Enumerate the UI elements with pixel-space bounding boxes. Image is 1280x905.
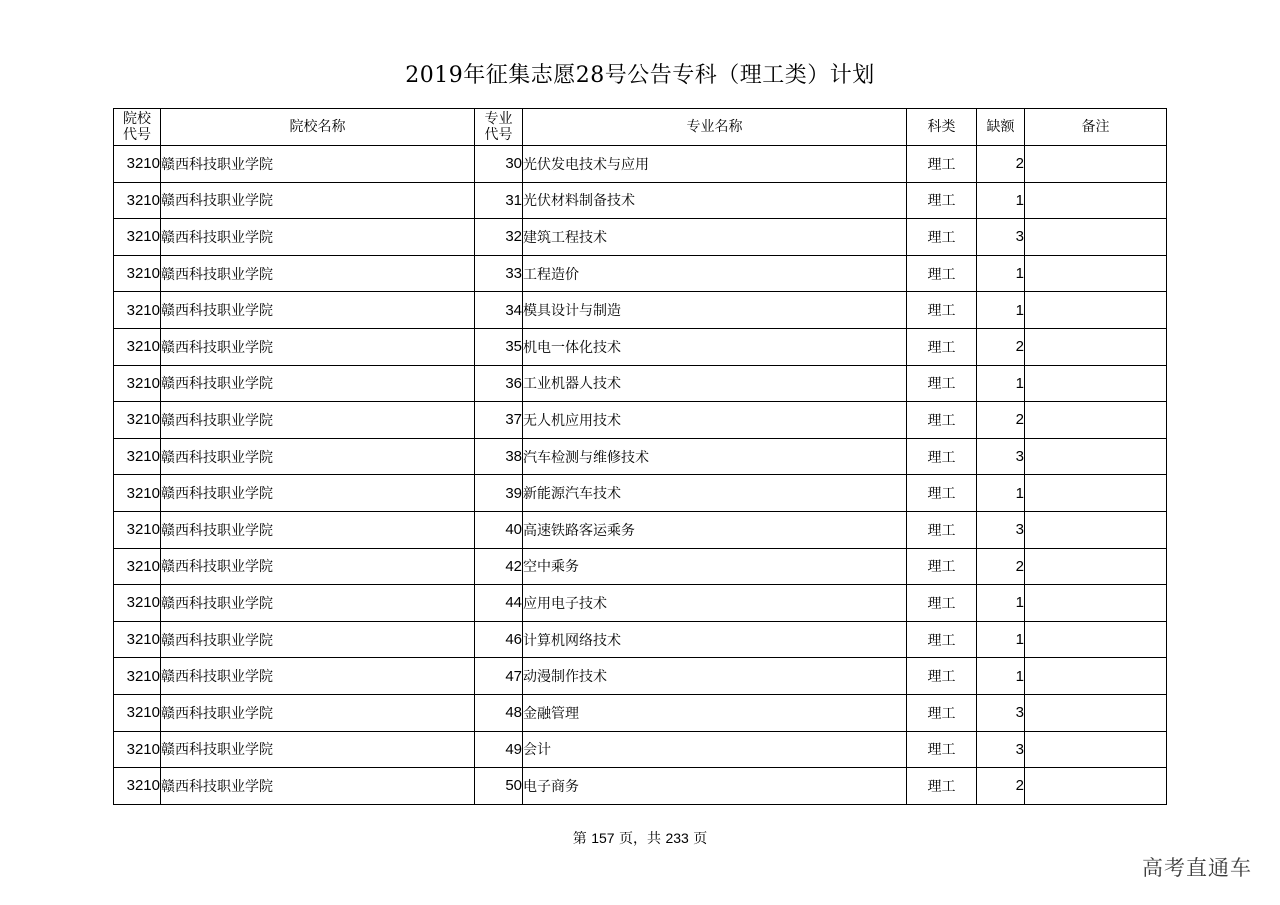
- cell-remarks: [1025, 511, 1167, 548]
- cell-vacancy: 2: [977, 146, 1025, 183]
- cell-category: 理工: [907, 621, 977, 658]
- cell-major-code: 50: [475, 768, 523, 805]
- cell-major-name: 汽车检测与维修技术: [523, 438, 907, 475]
- table-row: [114, 328, 1167, 365]
- cell-school-code: 3210: [114, 182, 161, 219]
- cell-vacancy: 1: [977, 658, 1025, 695]
- cell-remarks: [1025, 292, 1167, 329]
- cell-school-name: 赣西科技职业学院: [161, 438, 475, 475]
- table-row: [114, 694, 1167, 731]
- table-row: [114, 255, 1167, 292]
- watermark: 高考直通车: [1142, 856, 1252, 880]
- cell-major-name: 动漫制作技术: [523, 658, 907, 695]
- cell-school-name: 赣西科技职业学院: [161, 658, 475, 695]
- cell-major-name: 建筑工程技术: [523, 219, 907, 256]
- cell-major-code: 44: [475, 585, 523, 622]
- cell-vacancy: 3: [977, 694, 1025, 731]
- cell-school-code: 3210: [114, 731, 161, 768]
- cell-remarks: [1025, 621, 1167, 658]
- plan-table: [113, 108, 1167, 805]
- cell-major-code: 33: [475, 255, 523, 292]
- cell-school-code: 3210: [114, 219, 161, 256]
- cell-major-name: 高速铁路客运乘务: [523, 511, 907, 548]
- table-row: [114, 658, 1167, 695]
- cell-school-name: 赣西科技职业学院: [161, 255, 475, 292]
- cell-school-name: 赣西科技职业学院: [161, 475, 475, 512]
- cell-major-name: 金融管理: [523, 694, 907, 731]
- page-footer: [0, 828, 1280, 848]
- cell-remarks: [1025, 328, 1167, 365]
- cell-remarks: [1025, 146, 1167, 183]
- cell-vacancy: 1: [977, 182, 1025, 219]
- cell-major-name: 新能源汽车技术: [523, 475, 907, 512]
- cell-major-code: 49: [475, 731, 523, 768]
- cell-remarks: [1025, 438, 1167, 475]
- table-row: [114, 219, 1167, 256]
- table-row: [114, 402, 1167, 439]
- cell-school-name: 赣西科技职业学院: [161, 548, 475, 585]
- cell-school-name: 赣西科技职业学院: [161, 621, 475, 658]
- cell-school-name: 赣西科技职业学院: [161, 365, 475, 402]
- table-row: [114, 731, 1167, 768]
- cell-major-code: 46: [475, 621, 523, 658]
- footer-middle: 页，共: [619, 831, 661, 847]
- cell-category: 理工: [907, 658, 977, 695]
- cell-vacancy: 3: [977, 731, 1025, 768]
- header-school-code: 院校 代号: [114, 109, 161, 146]
- table-row: [114, 146, 1167, 183]
- footer-prefix: 第: [572, 831, 587, 847]
- cell-category: 理工: [907, 328, 977, 365]
- cell-major-code: 47: [475, 658, 523, 695]
- cell-school-code: 3210: [114, 402, 161, 439]
- footer-page-number: 157: [591, 830, 615, 846]
- cell-school-name: 赣西科技职业学院: [161, 328, 475, 365]
- cell-category: 理工: [907, 219, 977, 256]
- cell-remarks: [1025, 548, 1167, 585]
- cell-remarks: [1025, 585, 1167, 622]
- cell-school-name: 赣西科技职业学院: [161, 731, 475, 768]
- cell-major-name: 应用电子技术: [523, 585, 907, 622]
- cell-major-name: 空中乘务: [523, 548, 907, 585]
- cell-school-code: 3210: [114, 621, 161, 658]
- table-row: [114, 182, 1167, 219]
- cell-category: 理工: [907, 402, 977, 439]
- cell-major-name: 光伏材料制备技术: [523, 182, 907, 219]
- cell-vacancy: 1: [977, 292, 1025, 329]
- cell-school-name: 赣西科技职业学院: [161, 182, 475, 219]
- table-row: [114, 621, 1167, 658]
- cell-category: 理工: [907, 255, 977, 292]
- cell-major-name: 模具设计与制造: [523, 292, 907, 329]
- cell-school-name: 赣西科技职业学院: [161, 511, 475, 548]
- cell-school-name: 赣西科技职业学院: [161, 402, 475, 439]
- header-major-code: 专业 代号: [475, 109, 523, 146]
- table-row: [114, 585, 1167, 622]
- cell-school-code: 3210: [114, 146, 161, 183]
- cell-vacancy: 1: [977, 475, 1025, 512]
- cell-vacancy: 1: [977, 255, 1025, 292]
- cell-vacancy: 2: [977, 548, 1025, 585]
- cell-remarks: [1025, 658, 1167, 695]
- table-row: [114, 768, 1167, 805]
- table-row: [114, 292, 1167, 329]
- cell-remarks: [1025, 475, 1167, 512]
- cell-remarks: [1025, 182, 1167, 219]
- cell-remarks: [1025, 255, 1167, 292]
- cell-category: 理工: [907, 365, 977, 402]
- cell-major-name: 光伏发电技术与应用: [523, 146, 907, 183]
- cell-major-name: 机电一体化技术: [523, 328, 907, 365]
- cell-vacancy: 3: [977, 219, 1025, 256]
- cell-school-code: 3210: [114, 694, 161, 731]
- cell-remarks: [1025, 402, 1167, 439]
- cell-school-name: 赣西科技职业学院: [161, 585, 475, 622]
- cell-category: 理工: [907, 694, 977, 731]
- cell-vacancy: 3: [977, 511, 1025, 548]
- cell-vacancy: 1: [977, 365, 1025, 402]
- cell-major-code: 35: [475, 328, 523, 365]
- cell-major-code: 38: [475, 438, 523, 475]
- cell-remarks: [1025, 694, 1167, 731]
- cell-category: 理工: [907, 768, 977, 805]
- header-row: [114, 109, 1167, 146]
- cell-school-code: 3210: [114, 365, 161, 402]
- cell-vacancy: 2: [977, 328, 1025, 365]
- cell-major-code: 32: [475, 219, 523, 256]
- cell-major-code: 42: [475, 548, 523, 585]
- cell-category: 理工: [907, 475, 977, 512]
- cell-school-code: 3210: [114, 255, 161, 292]
- header-school-name: 院校名称: [161, 109, 475, 146]
- cell-school-code: 3210: [114, 292, 161, 329]
- cell-remarks: [1025, 219, 1167, 256]
- cell-category: 理工: [907, 585, 977, 622]
- cell-category: 理工: [907, 731, 977, 768]
- header-category: 科类: [907, 109, 977, 146]
- cell-vacancy: 1: [977, 621, 1025, 658]
- cell-major-code: 39: [475, 475, 523, 512]
- cell-major-code: 31: [475, 182, 523, 219]
- cell-school-code: 3210: [114, 658, 161, 695]
- cell-school-code: 3210: [114, 585, 161, 622]
- cell-category: 理工: [907, 511, 977, 548]
- cell-remarks: [1025, 768, 1167, 805]
- table-row: [114, 511, 1167, 548]
- table-body: [114, 146, 1167, 805]
- cell-category: 理工: [907, 182, 977, 219]
- header-major-name: 专业名称: [523, 109, 907, 146]
- cell-school-code: 3210: [114, 438, 161, 475]
- cell-vacancy: 1: [977, 585, 1025, 622]
- cell-major-name: 无人机应用技术: [523, 402, 907, 439]
- cell-major-code: 34: [475, 292, 523, 329]
- cell-category: 理工: [907, 438, 977, 475]
- footer-suffix: 页: [693, 831, 708, 847]
- cell-major-code: 30: [475, 146, 523, 183]
- cell-remarks: [1025, 731, 1167, 768]
- cell-major-name: 工程造价: [523, 255, 907, 292]
- cell-school-code: 3210: [114, 548, 161, 585]
- page-title: 2019年征集志愿28号公告专科（理工类）计划: [405, 63, 875, 88]
- cell-vacancy: 3: [977, 438, 1025, 475]
- cell-major-name: 工业机器人技术: [523, 365, 907, 402]
- header-remarks: 备注: [1025, 109, 1167, 146]
- cell-major-code: 40: [475, 511, 523, 548]
- cell-major-name: 电子商务: [523, 768, 907, 805]
- cell-major-code: 48: [475, 694, 523, 731]
- cell-major-code: 36: [475, 365, 523, 402]
- cell-vacancy: 2: [977, 768, 1025, 805]
- cell-remarks: [1025, 365, 1167, 402]
- cell-major-name: 计算机网络技术: [523, 621, 907, 658]
- cell-school-code: 3210: [114, 328, 161, 365]
- cell-category: 理工: [907, 292, 977, 329]
- cell-school-code: 3210: [114, 511, 161, 548]
- table-row: [114, 548, 1167, 585]
- cell-major-name: 会计: [523, 731, 907, 768]
- header-vacancy: 缺额: [977, 109, 1025, 146]
- cell-vacancy: 2: [977, 402, 1025, 439]
- table-row: [114, 438, 1167, 475]
- cell-category: 理工: [907, 146, 977, 183]
- cell-school-code: 3210: [114, 475, 161, 512]
- cell-school-code: 3210: [114, 768, 161, 805]
- cell-school-name: 赣西科技职业学院: [161, 219, 475, 256]
- table-row: [114, 475, 1167, 512]
- table-row: [114, 365, 1167, 402]
- cell-school-name: 赣西科技职业学院: [161, 694, 475, 731]
- cell-school-name: 赣西科技职业学院: [161, 146, 475, 183]
- footer-total-pages: 233: [665, 830, 689, 846]
- cell-school-name: 赣西科技职业学院: [161, 768, 475, 805]
- cell-major-code: 37: [475, 402, 523, 439]
- cell-category: 理工: [907, 548, 977, 585]
- cell-school-name: 赣西科技职业学院: [161, 292, 475, 329]
